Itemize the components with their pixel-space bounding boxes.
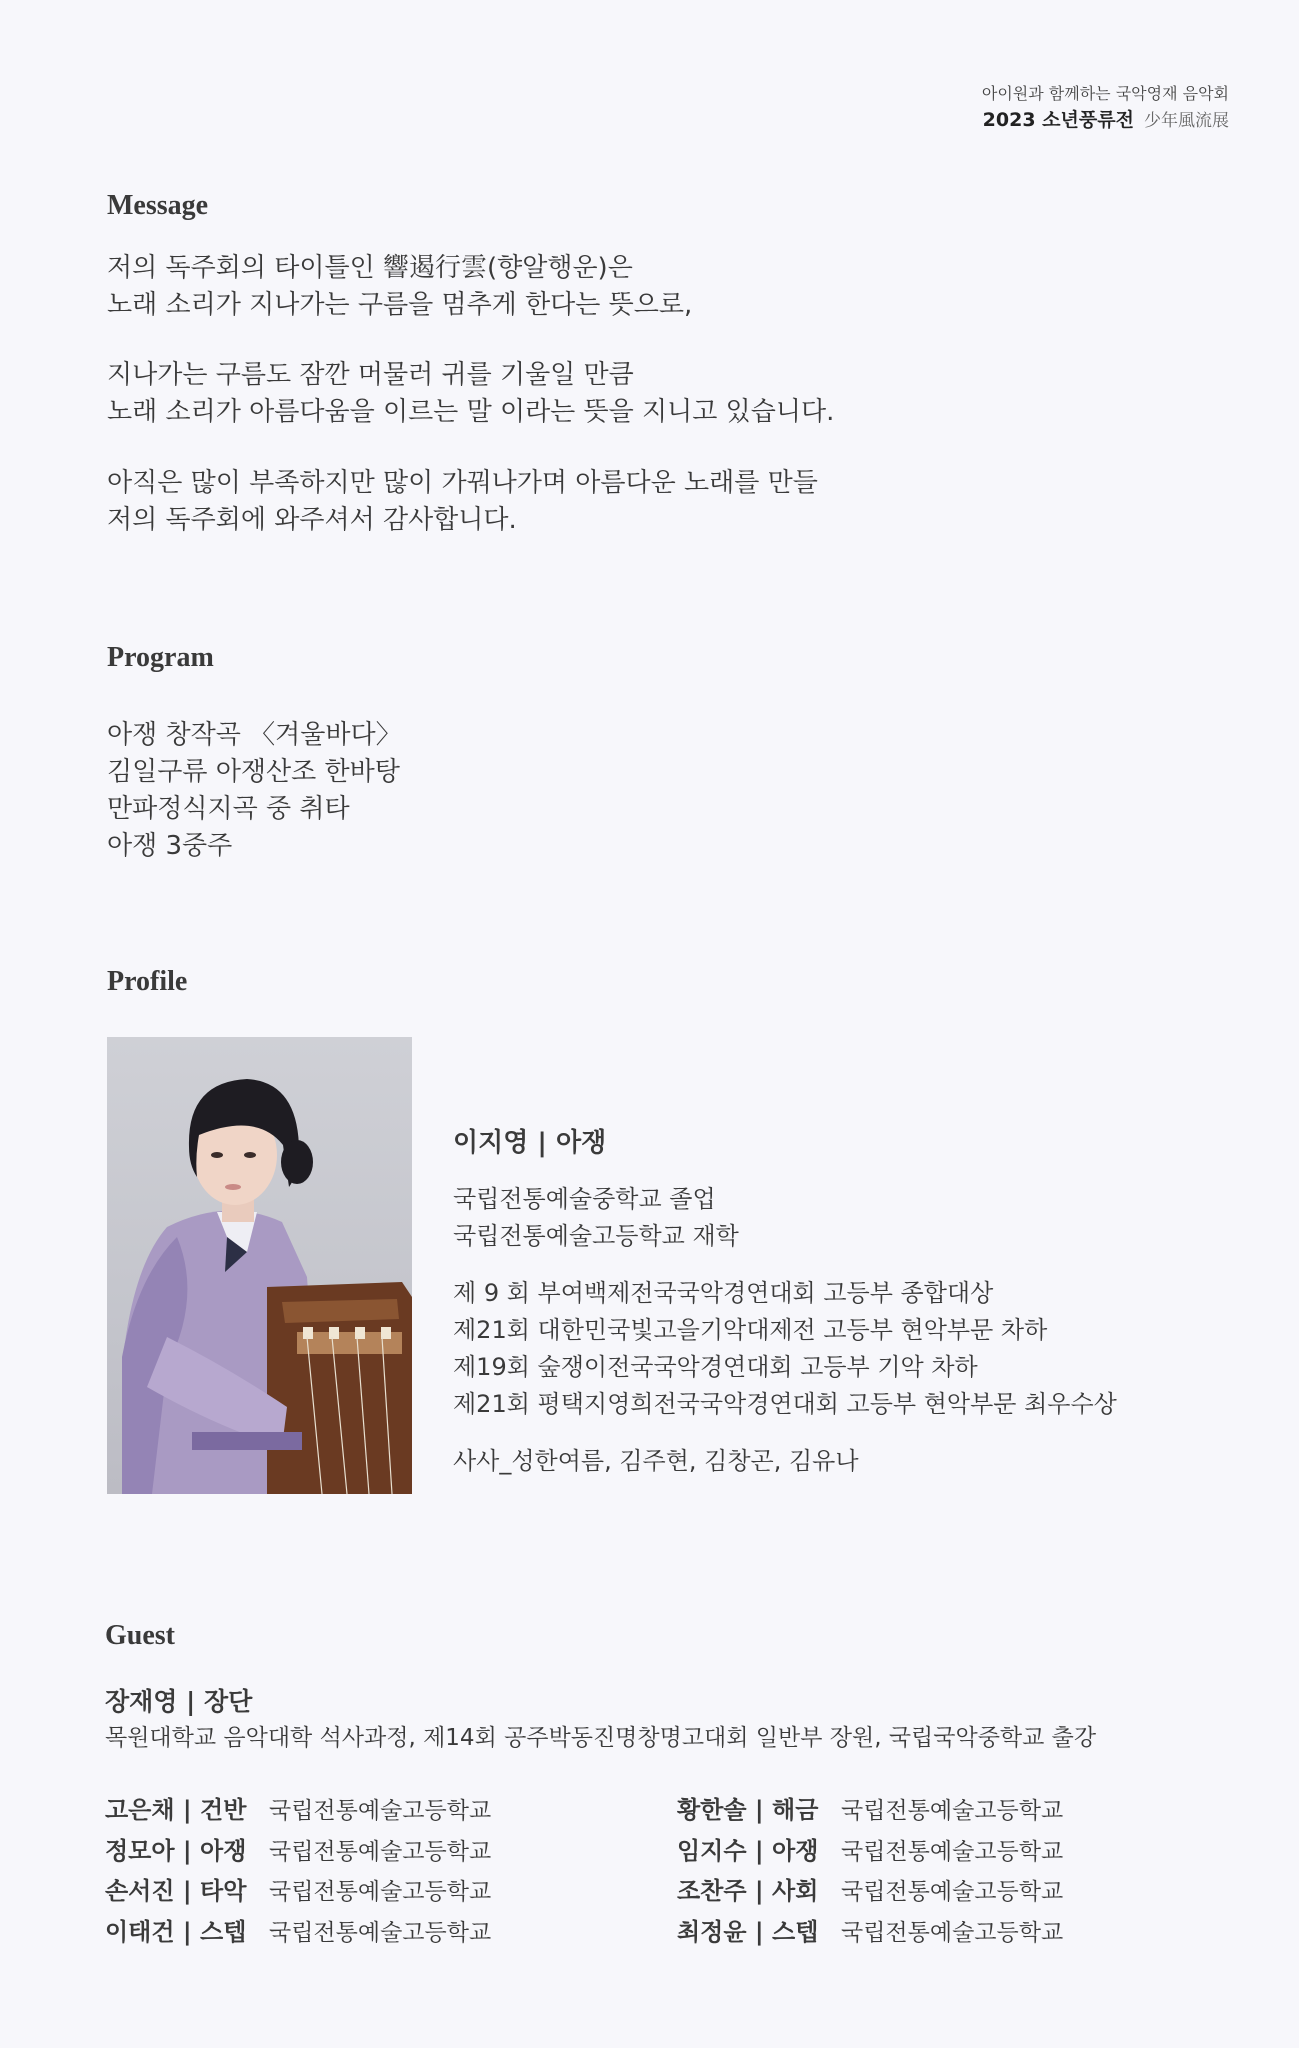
guest-school: 국립전통예술고등학교 — [841, 1798, 1064, 1824]
message-line: 저의 독주회의 타이틀인 響遏行雲(향알행운)은 — [107, 253, 633, 283]
award-item: 제21회 평택지영희전국국악경연대회 고등부 현악부문 최우수상 — [453, 1390, 1117, 1418]
guest-row — [677, 1913, 1063, 1954]
guest-lead-name: 장재영 | 장단 — [105, 1687, 253, 1716]
message-paragraph — [107, 250, 692, 324]
guest-row — [105, 1872, 491, 1913]
guest-name: 최정윤 | 스텝 — [677, 1917, 819, 1946]
concert-title — [982, 106, 1229, 135]
guest-row — [677, 1791, 1063, 1832]
message-paragraph — [107, 465, 818, 539]
concert-title-hanja: 少年風流展 — [1144, 111, 1229, 131]
guest-heading: Guest — [105, 1620, 175, 1651]
guest-row — [677, 1832, 1063, 1873]
awards-list — [453, 1275, 1117, 1423]
education-item: 국립전통예술중학교 졸업 — [453, 1185, 716, 1213]
teachers-line: 사사_성한여름, 김주현, 김창곤, 김유나 — [453, 1447, 859, 1475]
guest-row — [105, 1832, 491, 1873]
guest-school: 국립전통예술고등학교 — [841, 1838, 1064, 1865]
message-line: 저의 독주회에 와주셔서 감사합니다. — [107, 505, 517, 535]
guest-school: 국립전통예술고등학교 — [269, 1838, 492, 1865]
guest-row — [105, 1913, 491, 1954]
program-heading: Program — [107, 642, 214, 673]
award-item: 제21회 대한민국빛고을기악대제전 고등부 현악부문 차하 — [453, 1316, 1048, 1344]
guest-name: 이태건 | 스텝 — [105, 1917, 247, 1946]
concert-title-main: 2023 소년풍류전 — [982, 109, 1134, 131]
message-line: 노래 소리가 아름다움을 이르는 말 이라는 뜻을 지니고 있습니다. — [107, 397, 835, 427]
award-item: 제19회 숲쟁이전국국악경연대회 고등부 기악 차하 — [453, 1353, 978, 1381]
guest-school: 국립전통예술고등학교 — [269, 1919, 492, 1946]
message-paragraph — [107, 357, 834, 431]
guest-school: 국립전통예술고등학교 — [269, 1798, 492, 1824]
program-item: 아쟁 3중주 — [107, 831, 233, 861]
message-line: 아직은 많이 부족하지만 많이 가꿔나가며 아름다운 노래를 만들 — [107, 468, 818, 498]
profile-heading: Profile — [107, 966, 188, 997]
education-item: 국립전통예술고등학교 재학 — [453, 1222, 739, 1250]
education-list — [453, 1181, 1117, 1255]
guest-name: 손서진 | 타악 — [105, 1877, 247, 1905]
performer-photo — [107, 1037, 412, 1494]
guest-name: 황한솔 | 해금 — [677, 1796, 819, 1824]
guest-list-left — [105, 1791, 491, 1953]
guest-row — [677, 1872, 1063, 1913]
program-list — [107, 717, 402, 865]
program-item: 아쟁 창작곡 〈겨울바다〉 — [107, 720, 402, 750]
guest-lead — [105, 1684, 1096, 1756]
guest-lead-description: 목원대학교 음악대학 석사과정, 제14회 공주박동진명창명고대회 일반부 장원, 국립국악중학교 출강 — [105, 1725, 1097, 1751]
concert-subtitle: 아이원과 함께하는 국악영재 음악회 — [981, 84, 1229, 103]
guest-name: 임지수 | 아쟁 — [677, 1836, 819, 1865]
guest-name: 고은채 | 건반 — [105, 1796, 247, 1824]
program-item: 만파정식지곡 중 취타 — [107, 794, 350, 824]
guest-name: 조찬주 | 사회 — [677, 1877, 819, 1905]
guest-row — [105, 1791, 491, 1832]
guest-list-right — [677, 1791, 1063, 1953]
concert-header — [982, 82, 1229, 135]
guest-name: 정모아 | 아쟁 — [105, 1836, 247, 1865]
message-line: 지나가는 구름도 잠깐 머물러 귀를 기울일 만큼 — [107, 360, 634, 390]
performer-profile — [453, 1123, 1117, 1500]
guest-school: 국립전통예술고등학교 — [269, 1879, 492, 1905]
performer-name: 이지영 | 아쟁 — [453, 1128, 607, 1158]
message-heading: Message — [107, 190, 209, 221]
program-item: 김일구류 아쟁산조 한바탕 — [107, 757, 400, 787]
message-line: 노래 소리가 지나가는 구름을 멈추게 한다는 뜻으로, — [107, 290, 693, 320]
guest-school: 국립전통예술고등학교 — [841, 1879, 1064, 1905]
award-item: 제 9 회 부여백제전국국악경연대회 고등부 종합대상 — [453, 1279, 994, 1307]
guest-school: 국립전통예술고등학교 — [841, 1919, 1064, 1946]
